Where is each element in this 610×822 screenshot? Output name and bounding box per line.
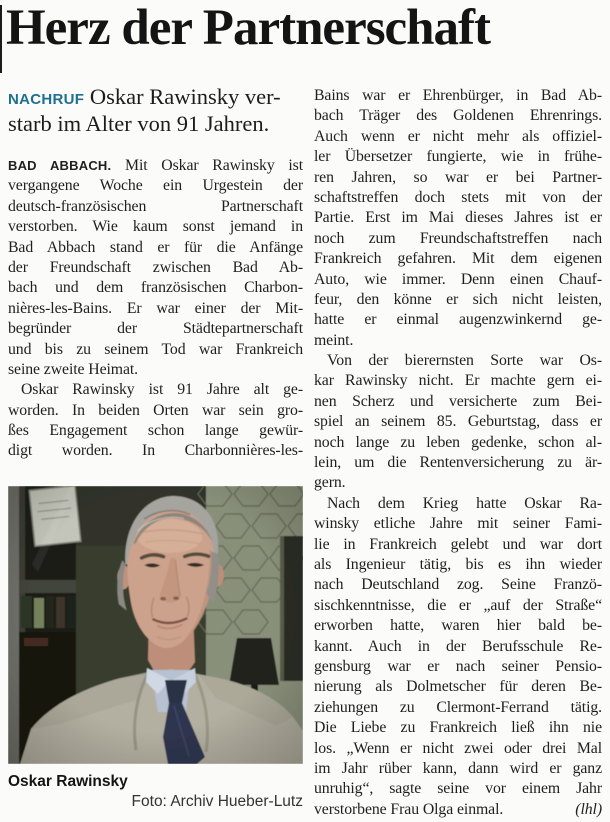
text-line: deutsch-französischen Partnerschaft xyxy=(8,197,303,215)
text-line: ler Übersetzer fungierte, wie in frühe- xyxy=(314,148,602,166)
photo-caption: Oskar Rawinsky xyxy=(8,772,128,790)
photo-artwork xyxy=(8,486,303,764)
text-line: im Jahr rüber kann, dann wird er ganz xyxy=(314,759,602,777)
text-line: BAD ABBACH. Mit Oskar Rawinsky ist xyxy=(8,157,303,174)
author-initials: (lhl) xyxy=(575,800,602,818)
text-line: hatte er einmal augenzwinkernd ge- xyxy=(314,311,602,329)
text-line: Partie. Erst im Mai dieses Jahres ist er xyxy=(314,209,602,227)
paragraph xyxy=(8,380,303,462)
article-columns xyxy=(8,84,602,820)
subhead-line-1 xyxy=(8,84,303,111)
photo-credit: Foto: Archiv Hueber-Lutz xyxy=(131,792,303,810)
text-line: schaftstreffen doch stets mit von der xyxy=(314,188,602,206)
text-line: Bains war er Ehrenbürger, in Bad Ab- xyxy=(314,87,602,104)
body-text-left xyxy=(8,156,303,462)
text-line: seine zweite Heimat. xyxy=(8,360,139,378)
kicker-label: NACHRUF xyxy=(8,91,85,108)
text-line: Bad Abbach stand er für die Anfänge xyxy=(8,238,303,256)
scan-edge-artifact xyxy=(0,5,2,73)
text-line: noch lange zu leben gedenke, schon al- xyxy=(314,433,602,451)
text-line: feur, den könne er sich nicht leisten, xyxy=(314,290,602,308)
text-line: meint. xyxy=(314,331,354,349)
text-line: Auch wenn er nicht mehr als offiziel- xyxy=(314,127,602,145)
paragraph xyxy=(314,494,602,820)
text-line: bach Träger des Goldenen Ehrenrings. xyxy=(314,107,602,125)
subhead-text: Oskar Rawinsky ver- xyxy=(89,84,281,109)
portrait-photo xyxy=(8,486,303,764)
paragraph xyxy=(314,351,602,494)
text-line: ßes Engagement schon lange gewür- xyxy=(8,422,303,440)
text-line xyxy=(314,800,602,820)
text-line: sischkenntnisse, die er „auf der Straße“ xyxy=(314,596,602,614)
paragraph xyxy=(314,86,602,351)
paragraph xyxy=(8,156,303,380)
text-line: spiel an seinem 85. Geburtstag, dass er xyxy=(314,413,602,431)
text-line: digt worden. In Charbonnières-les- xyxy=(8,442,303,460)
text-line: nières-les-Bains. Er war einer der Mit- xyxy=(8,299,303,317)
text-line: lie in Frankreich gelebt und war dort xyxy=(314,535,602,553)
text-line: ziehungen zu Clermont-Ferrand tätig. xyxy=(314,698,602,716)
text-line: als Ingenieur tätig, bis es ihn wieder xyxy=(314,555,602,573)
text-line: und bis zu seinem Tod war Frankreich xyxy=(8,340,303,358)
text-line: lein, um die Rentenversicherung zu är- xyxy=(314,454,602,472)
text-line: gensburg war er nach seiner Pensio- xyxy=(314,657,602,675)
text-line: nach Deutschland zog. Seine Franzö- xyxy=(314,576,602,594)
text-line: gern. xyxy=(314,474,346,492)
right-column xyxy=(314,84,602,820)
left-column xyxy=(8,84,303,820)
headline: Herz der Partnerschaft xyxy=(6,0,491,56)
text-line: kannt. Auch in der Berufsschule Re- xyxy=(314,637,602,655)
text-line: ren Jahren, so war er bei Partner- xyxy=(314,168,602,186)
text-line: Von der bierernsten Sorte war Os- xyxy=(327,352,602,370)
text-line: Oskar Rawinsky ist 91 Jahre alt ge- xyxy=(21,381,303,399)
text-line: Frankreich gefahren. Mit dem eigenen xyxy=(314,250,602,268)
text-line: los. „Wenn er nicht zwei oder drei Mal xyxy=(314,739,602,757)
text-line: verstorben. Wie kaum sonst jemand in xyxy=(8,218,303,236)
subhead xyxy=(8,84,303,137)
text-line: erworben hatte, waren hier bald be- xyxy=(314,617,602,635)
text-line: begründer der Städtepartnerschaft xyxy=(8,320,303,338)
text-line: der Freundschaft zwischen Bad Ab- xyxy=(8,258,303,276)
text-line: winsky etliche Jahre mit seiner Fami- xyxy=(314,515,602,533)
text: verstorbene Frau Olga einmal. xyxy=(314,800,504,818)
text-line: bach und dem französischen Charbon- xyxy=(8,279,303,297)
text-line: noch zum Freundschaftstreffen nach xyxy=(314,229,602,247)
text-line: Auto, wie immer. Denn einen Chauf- xyxy=(314,270,602,288)
dateline: BAD ABBACH. xyxy=(8,158,112,173)
text-line: kar Rawinsky nicht. Er machte gern ei- xyxy=(314,372,602,390)
subhead-line-2: starb im Alter von 91 Jahren. xyxy=(8,110,270,136)
text-line: Nach dem Krieg hatte Oskar Ra- xyxy=(327,494,602,512)
text-line: nierung als Dolmetscher für deren Be- xyxy=(314,678,602,696)
text-line: vergangene Woche ein Urgestein der xyxy=(8,177,303,195)
text-line: nen Scherz und versicherte zum Bei- xyxy=(314,392,602,410)
text-line: Die Liebe zu Frankreich ließ ihn nie xyxy=(314,719,602,737)
text-line: unruhig“, sagte seine vor einem Jahr xyxy=(314,780,602,798)
text-line: worden. In beiden Orten war sein gro- xyxy=(8,401,303,419)
